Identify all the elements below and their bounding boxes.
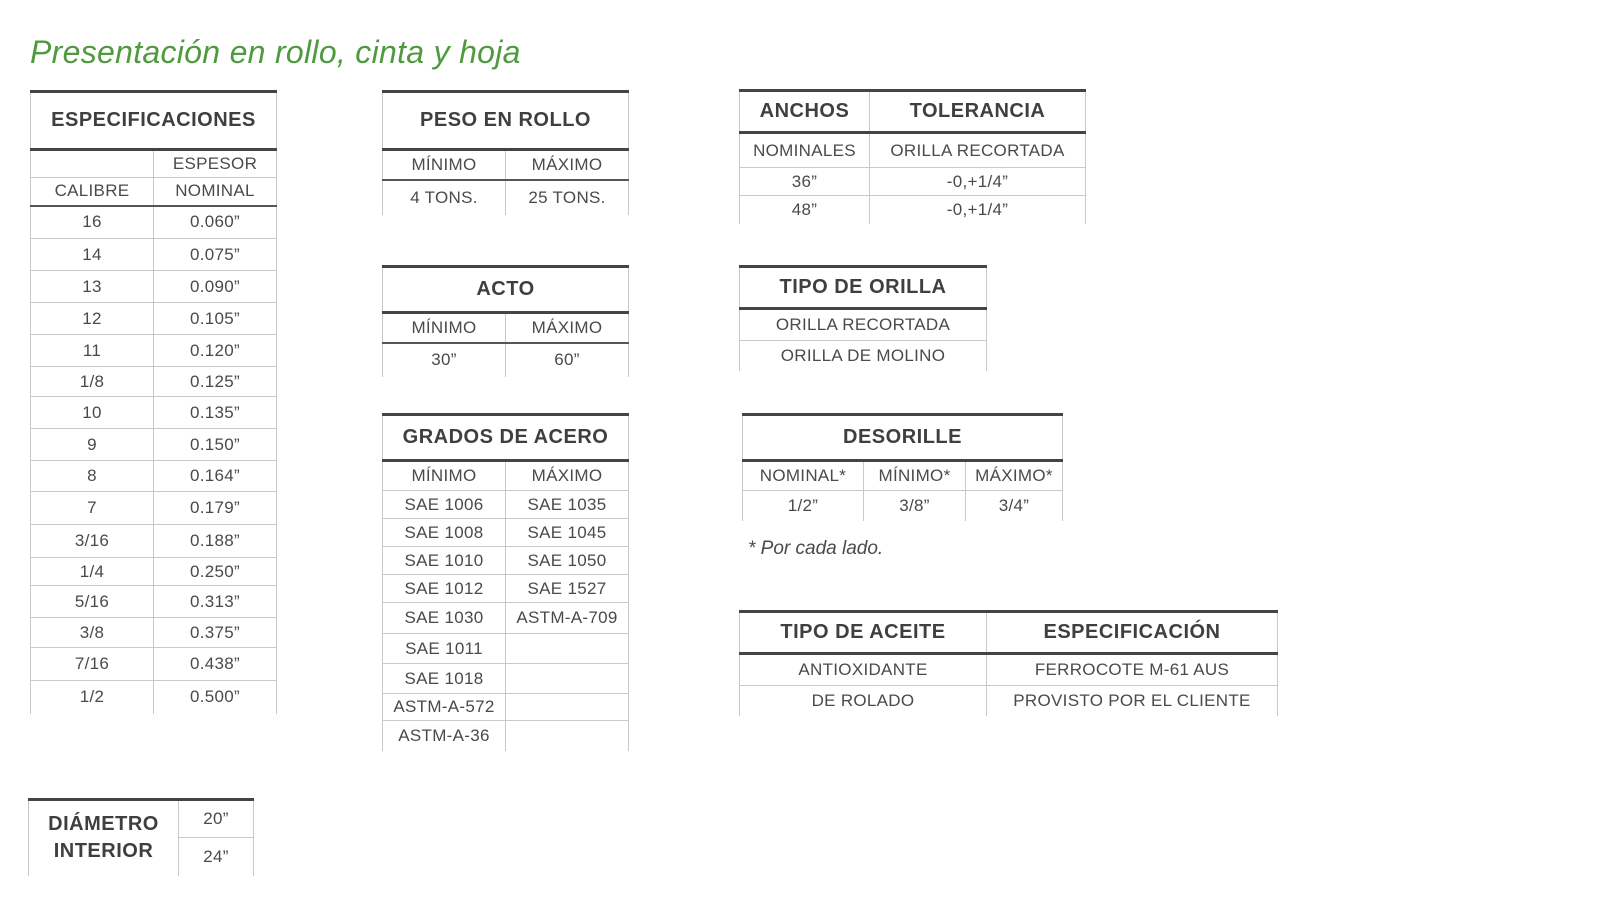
- table-cell: SAE 1008: [383, 519, 506, 547]
- table-cell: 0.090”: [154, 271, 277, 303]
- column-header: ESPESOR: [154, 150, 277, 178]
- column-header: MÍNIMO: [383, 461, 506, 491]
- tipo-aceite-table: [739, 610, 1278, 716]
- grados-acero-header: GRADOS DE ACERO: [383, 415, 629, 461]
- table-cell: 10: [31, 397, 154, 429]
- peso-rollo-table: [382, 90, 629, 215]
- table-cell: 13: [31, 271, 154, 303]
- table-cell: 16: [31, 206, 154, 239]
- table-cell: 0.438”: [154, 648, 277, 681]
- table-cell: 5/16: [31, 586, 154, 618]
- table-row: [743, 491, 1063, 521]
- table-row: [383, 547, 629, 575]
- table-cell: DE ROLADO: [740, 686, 987, 716]
- table-cell: SAE 1011: [383, 634, 506, 664]
- table-cell: SAE 1018: [383, 664, 506, 694]
- table-cell: 0.075”: [154, 239, 277, 271]
- anchos-tolerancia-table: [739, 89, 1086, 224]
- especificacion-header: ESPECIFICACIÓN: [987, 612, 1278, 654]
- table-row: [383, 519, 629, 547]
- table-cell: [506, 694, 629, 721]
- especificaciones-header: ESPECIFICACIONES: [31, 92, 277, 150]
- table-cell: 3/8”: [864, 491, 966, 521]
- table-cell: 7: [31, 492, 154, 525]
- table-row: [31, 335, 277, 367]
- tipo-orilla-table: [739, 265, 987, 371]
- table-row: [740, 654, 1278, 686]
- table-cell: PROVISTO POR EL CLIENTE: [987, 686, 1278, 716]
- table-cell: -0,+1/4”: [870, 168, 1086, 196]
- page-title: Presentación en rollo, cinta y hoja: [30, 34, 521, 70]
- table-cell: 1/2”: [743, 491, 864, 521]
- table-cell: 0.060”: [154, 206, 277, 239]
- table-row: [31, 648, 277, 681]
- table-row: [383, 634, 629, 664]
- table-cell: 36”: [740, 168, 870, 196]
- table-cell: [506, 664, 629, 694]
- table-cell: 7/16: [31, 648, 154, 681]
- table-row: [383, 180, 629, 215]
- column-header: NOMINAL*: [743, 461, 864, 491]
- tipo-aceite-header: TIPO DE ACEITE: [740, 612, 987, 654]
- table-row: [31, 618, 277, 648]
- label-line: INTERIOR: [53, 840, 154, 863]
- column-header: [31, 150, 154, 178]
- table-cell: SAE 1527: [506, 575, 629, 603]
- table-cell: SAE 1006: [383, 491, 506, 519]
- table-row: [29, 800, 254, 838]
- column-header: MÍNIMO*: [864, 461, 966, 491]
- table-row: [31, 271, 277, 303]
- column-header: MÁXIMO: [506, 150, 629, 180]
- table-cell: 0.164”: [154, 461, 277, 492]
- column-header: MÁXIMO: [506, 461, 629, 491]
- especificaciones-table: [30, 90, 277, 714]
- table-cell: ASTM-A-36: [383, 721, 506, 751]
- table-cell: SAE 1045: [506, 519, 629, 547]
- column-header: MÁXIMO*: [966, 461, 1063, 491]
- table-row: [740, 168, 1086, 196]
- table-cell: 0.500”: [154, 681, 277, 714]
- table-cell: 0.135”: [154, 397, 277, 429]
- table-cell: 9: [31, 429, 154, 461]
- table-cell: 0.375”: [154, 618, 277, 648]
- table-row: [740, 309, 987, 341]
- table-cell: ORILLA RECORTADA: [740, 309, 987, 341]
- table-cell: SAE 1030: [383, 603, 506, 634]
- table-cell: 48”: [740, 196, 870, 224]
- table-cell: 0.179”: [154, 492, 277, 525]
- tipo-orilla-header: TIPO DE ORILLA: [740, 267, 987, 309]
- table-cell: 3/16: [31, 525, 154, 558]
- table-row: [740, 686, 1278, 716]
- column-header: NOMINALES: [740, 133, 870, 168]
- table-cell: 1/4: [31, 558, 154, 586]
- table-row: [383, 603, 629, 634]
- diametro-interior-label: [29, 800, 179, 876]
- tolerancia-header: TOLERANCIA: [870, 91, 1086, 133]
- desorille-header: DESORILLE: [743, 415, 1063, 461]
- column-header: CALIBRE: [31, 178, 154, 206]
- table-row: [383, 664, 629, 694]
- table-row: [31, 429, 277, 461]
- peso-rollo-header: PESO EN ROLLO: [383, 92, 629, 150]
- footnote: * Por cada lado.: [748, 538, 884, 559]
- table-row: [31, 239, 277, 271]
- table-cell: SAE 1035: [506, 491, 629, 519]
- table-cell: ORILLA DE MOLINO: [740, 341, 987, 371]
- table-row: [31, 303, 277, 335]
- column-header: NOMINAL: [154, 178, 277, 206]
- table-cell: [506, 721, 629, 751]
- table-row: [383, 721, 629, 751]
- table-cell: FERROCOTE M-61 AUS: [987, 654, 1278, 686]
- table-cell: 0.125”: [154, 367, 277, 397]
- table-row: [740, 341, 987, 371]
- table-row: [31, 461, 277, 492]
- table-row: [31, 397, 277, 429]
- column-header: ORILLA RECORTADA: [870, 133, 1086, 168]
- table-cell: 3/8: [31, 618, 154, 648]
- table-cell: 4 TONS.: [383, 180, 506, 215]
- table-row: [383, 343, 629, 377]
- table-cell: 12: [31, 303, 154, 335]
- table-cell: 8: [31, 461, 154, 492]
- table-cell: ASTM-A-709: [506, 603, 629, 634]
- table-row: [31, 206, 277, 239]
- column-header: MÍNIMO: [383, 150, 506, 180]
- grados-acero-table: [382, 413, 629, 751]
- table-cell: 30”: [383, 343, 506, 377]
- table-cell: 0.188”: [154, 525, 277, 558]
- table-cell: 0.105”: [154, 303, 277, 335]
- table-cell: [506, 634, 629, 664]
- desorille-table: [742, 413, 1063, 521]
- acto-table: [382, 265, 629, 377]
- table-row: [31, 586, 277, 618]
- table-cell: ANTIOXIDANTE: [740, 654, 987, 686]
- table-cell: 20”: [179, 800, 254, 838]
- table-cell: 1/8: [31, 367, 154, 397]
- table-row: [31, 681, 277, 714]
- table-cell: 14: [31, 239, 154, 271]
- table-cell: -0,+1/4”: [870, 196, 1086, 224]
- table-cell: 0.120”: [154, 335, 277, 367]
- acto-header: ACTO: [383, 267, 629, 313]
- anchos-header: ANCHOS: [740, 91, 870, 133]
- table-cell: 25 TONS.: [506, 180, 629, 215]
- table-cell: 0.250”: [154, 558, 277, 586]
- table-cell: 0.313”: [154, 586, 277, 618]
- table-cell: ASTM-A-572: [383, 694, 506, 721]
- table-cell: SAE 1012: [383, 575, 506, 603]
- column-header: MÁXIMO: [506, 313, 629, 343]
- table-cell: 60”: [506, 343, 629, 377]
- table-cell: 1/2: [31, 681, 154, 714]
- table-row: [383, 491, 629, 519]
- table-cell: 11: [31, 335, 154, 367]
- table-row: [740, 196, 1086, 224]
- table-cell: 24”: [179, 838, 254, 876]
- table-row: [31, 525, 277, 558]
- table-row: [383, 575, 629, 603]
- table-cell: SAE 1050: [506, 547, 629, 575]
- table-row: [31, 492, 277, 525]
- column-header: MÍNIMO: [383, 313, 506, 343]
- label-line: DIÁMETRO: [48, 813, 159, 836]
- table-row: [383, 694, 629, 721]
- table-row: [31, 558, 277, 586]
- table-row: [31, 367, 277, 397]
- table-cell: 3/4”: [966, 491, 1063, 521]
- diametro-interior-table: [28, 798, 254, 876]
- table-cell: 0.150”: [154, 429, 277, 461]
- table-cell: SAE 1010: [383, 547, 506, 575]
